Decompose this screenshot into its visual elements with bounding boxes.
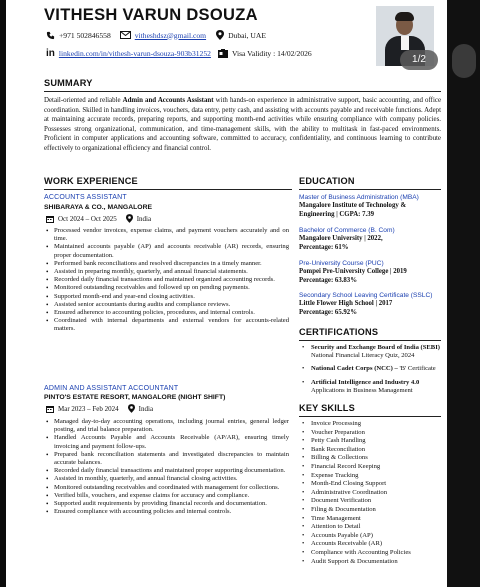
- mail-icon: [120, 31, 131, 39]
- duty-item: • Verified bills, vouchers, and expense claims for accuracy and compliance.: [44, 492, 289, 500]
- job-2-company: PINTO'S ESTATE RESORT, MANGALORE (NIGHT SHIFT): [44, 394, 226, 401]
- education-item: Bachelor of Commerce (B. Com) Mangalore University | 2022, Percentage: 61%: [299, 227, 395, 251]
- skill-item: • Invoice Processing: [299, 420, 444, 429]
- work-experience-heading: WORK EXPERIENCE: [44, 176, 138, 186]
- certification-detail: Applications in Business Management: [311, 386, 413, 394]
- education-item: Pre-University Course (PUC) Pompei Pre-University College | 2019 Percentage: 63.83%: [299, 260, 407, 284]
- certification-detail: 'B' Certificate: [399, 365, 436, 373]
- phone-number: +971 502846558: [59, 30, 111, 40]
- phone-icon: [46, 31, 55, 40]
- certification-item: [299, 344, 444, 360]
- summary-text: Detail-oriented and reliable Admin and Accounts Assistant with hands-on experience in administrative support, basic accounting, and office coordination. Skilled in handling invoices, vouchers, data entry, petty cash, and assisting with accounts payable and receivable functions. Adept at maintaining accurate records, preparing reports, and supporting month-end activities while ensuring compliance with company policies. Possesses strong organizational, communication, and time-management skills, with the ability to multitask in fast-paced environments. Proficient in computer applications and accounting software, committed to accuracy, confidentiality, and continuous learning to contribute effectively to organizational efficiency and financial control.: [44, 97, 442, 152]
- candidate-name: VITHESH VARUN DSOUZA: [44, 6, 258, 24]
- skill-item: • Time Management: [299, 515, 444, 524]
- certification-item: [299, 365, 444, 373]
- duty-item: • Supported month-end and year-end closing activities.: [44, 293, 289, 301]
- skill-item: • Voucher Preparation: [299, 429, 444, 438]
- skill-item: • Billing & Collections: [299, 454, 444, 463]
- viewer-scroll-handle[interactable]: [452, 44, 476, 78]
- page-indicator: 1/2: [400, 50, 438, 70]
- certification-item: [299, 379, 444, 395]
- job-2-meta: Mar 2023 – Feb 2024 India: [46, 404, 153, 413]
- location-pin-icon: [216, 30, 224, 40]
- duty-item: • Recorded daily financial transactions and maintained proper supporting documentation.: [44, 467, 289, 475]
- certification-title: Security and Exchange Board of India (SEBI): [311, 344, 440, 351]
- skill-item: • Accounts Receivable (AR): [299, 540, 444, 549]
- certifications-list: [299, 344, 444, 400]
- duty-item: • Managed day-to-day accounting operations, including journal entries, general ledger posting, and trial balance preparation.: [44, 418, 289, 434]
- skill-item: • Filing & Documentation: [299, 506, 444, 515]
- linkedin-link[interactable]: linkedin.com/in/vithesh-varun-dsouza-903b31252: [58, 49, 211, 58]
- duty-item: • Assisted in preparing monthly, quarterly, and annual financial statements.: [44, 268, 289, 276]
- education-item: Secondary School Leaving Certificate (SSLC) Little Flower High School | 2017 Percentage: 65.92%: [299, 292, 433, 316]
- duty-item: • Processed vendor invoices, expense claims, and payment vouchers accurately and on time.: [44, 227, 289, 243]
- skill-item: • Financial Record Keeping: [299, 463, 444, 472]
- key-skills-rule: [299, 416, 441, 417]
- skill-item: • Attention to Detail: [299, 523, 444, 532]
- job-2-duties: [44, 418, 289, 516]
- skill-item: • Petty Cash Handling: [299, 437, 444, 446]
- skill-item: • Expense Tracking: [299, 472, 444, 481]
- duty-item: • Handled Accounts Payable and Accounts Receivable (AP/AR), ensuring timely invoicing and payment follow-ups.: [44, 434, 289, 450]
- duty-item: • Prepared bank reconciliation statements and investigated discrepancies to maintain accurate balances.: [44, 451, 289, 467]
- certifications-heading: CERTIFICATIONS: [299, 327, 379, 337]
- certification-title: Artificial Intelligence and Industry 4.0: [311, 378, 420, 386]
- duty-item: • Coordinated with internal departments and external vendors for accounts-related matters.: [44, 317, 289, 333]
- location-pin-icon: [126, 214, 133, 223]
- location-text: Dubai, UAE: [228, 30, 267, 40]
- skill-item: • Administrative Coordination: [299, 489, 444, 498]
- linkedin-icon: in: [46, 48, 55, 59]
- certification-detail: National Financial Literacy Quiz, 2024: [311, 352, 415, 360]
- key-skills-list: [299, 420, 444, 566]
- duty-item: • Recorded daily financial transactions and maintained organized accounting records.: [44, 276, 289, 284]
- key-skills-heading: KEY SKILLS: [299, 403, 355, 413]
- calendar-icon: [46, 215, 54, 223]
- education-item: Master of Business Administration (MBA) Mangalore Institute of Technology & Engineering | CGPA: 7.39: [299, 194, 419, 218]
- calendar-icon: [46, 405, 54, 413]
- summary-rule: [44, 91, 441, 92]
- certification-title: National Cadet Corps (NCC) –: [311, 365, 398, 373]
- certifications-rule: [299, 340, 441, 341]
- skill-item: • Month-End Closing Support: [299, 480, 444, 489]
- job-1-meta: Oct 2024 – Oct 2025 India: [46, 214, 151, 223]
- duty-item: • Ensured adherence to accounting policies, procedures, and internal controls.: [44, 309, 289, 317]
- job-1-duties: [44, 227, 289, 334]
- email-link[interactable]: vitheshdsz@gmail.com: [134, 30, 207, 40]
- viewer-gutter: [447, 0, 480, 587]
- duty-item: • Ensured compliance with accounting policies and internal controls.: [44, 508, 289, 516]
- skill-item: • Accounts Payable (AP): [299, 532, 444, 541]
- duty-item: • Performed bank reconciliations and resolved discrepancies in a timely manner.: [44, 260, 289, 268]
- education-heading: EDUCATION: [299, 176, 355, 186]
- job-1-company: SHIBARAYA & CO., MANGALORE: [44, 204, 153, 211]
- duty-item: • Assisted in monthly, quarterly, and annual financial closing activities.: [44, 475, 289, 483]
- duty-item: • Monitored outstanding receivables and coordinated with management for collections.: [44, 484, 289, 492]
- resume-page: [6, 0, 447, 587]
- job-1-title: ACCOUNTS ASSISTANT: [44, 194, 127, 201]
- education-rule: [299, 189, 441, 190]
- skill-item: • Document Verification: [299, 497, 444, 506]
- duty-item: • Supported audit requirements by providing financial records and documentation.: [44, 500, 289, 508]
- job-2-title: ADMIN AND ASSISTANT ACCOUNTANT: [44, 385, 179, 392]
- skill-item: • Bank Reconciliation: [299, 446, 444, 455]
- work-experience-rule: [44, 189, 292, 190]
- location-pin-icon: [128, 404, 135, 413]
- duty-item: • Monitored outstanding receivables and followed up on pending payments.: [44, 284, 289, 292]
- skill-item: • Audit Support & Documentation: [299, 558, 444, 567]
- contact-row-2: [46, 48, 312, 59]
- visa-validity: Visa Validity : 14/02/2026: [231, 49, 312, 58]
- summary-heading: SUMMARY: [44, 78, 93, 88]
- contact-row-1: [46, 30, 266, 40]
- visa-card-icon: [218, 49, 228, 58]
- duty-item: • Maintained accounts payable (AP) and accounts receivable (AR) records, ensuring proper documentation.: [44, 243, 289, 259]
- duty-item: • Assisted senior accountants during audits and compliance reviews.: [44, 301, 289, 309]
- skill-item: • Compliance with Accounting Policies: [299, 549, 444, 558]
